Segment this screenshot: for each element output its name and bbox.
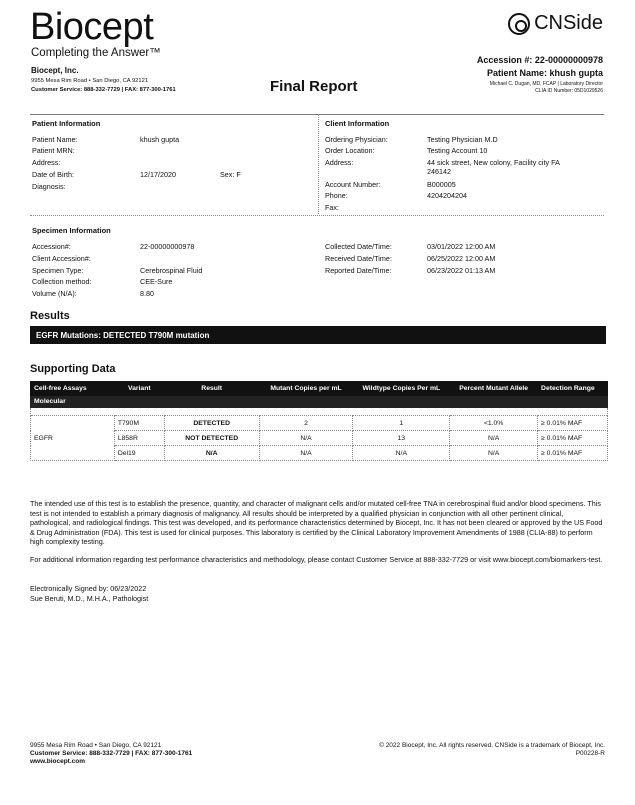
signature-line: Electronically Signed by: 06/23/2022 (30, 584, 147, 593)
divider (30, 215, 604, 216)
detection-range-cell: ≥ 0.01% MAF (538, 431, 608, 446)
percent-mutant-cell: N/A (450, 431, 538, 446)
footer-service: Customer Service: 888-332-7729 | FAX: 877-300-1761 (30, 750, 193, 757)
sex-value: Sex: F (220, 170, 241, 179)
table-row (31, 446, 608, 461)
clia-number: CLIA ID Number: 05D1029526 (535, 88, 603, 94)
company-address: 9955 Mesa Rim Road • San Diego, CA 92121 (31, 78, 149, 84)
variant-cell: Del19 (114, 446, 164, 461)
result-cell: N/A (164, 446, 259, 461)
result-cell: DETECTED (164, 416, 259, 431)
physician-value: Testing Physician M.D (427, 135, 498, 144)
dob-label: Date of Birth: (32, 170, 74, 179)
table-row (31, 431, 608, 446)
company-name: Biocept, Inc. (31, 66, 79, 75)
footer-website: www.biocept.com (30, 758, 86, 765)
phone-value: 4204204204 (427, 191, 467, 200)
table-row (31, 416, 608, 431)
dob-value: 12/17/2020 (140, 170, 176, 179)
column-divider (318, 114, 319, 214)
detection-range-cell: ≥ 0.01% MAF (538, 446, 608, 461)
physician-label: Ordering Physician: (325, 135, 388, 144)
spacer-row (31, 408, 608, 416)
cnside-logo-text: CNSide (534, 12, 603, 34)
wildtype-copies-cell: N/A (353, 446, 450, 461)
reported-value: 06/23/2022 01:13 AM (427, 266, 496, 275)
collected-value: 03/01/2022 12:00 AM (427, 242, 496, 251)
mutant-copies-cell: 2 (259, 416, 353, 431)
column-header: Result (164, 382, 259, 396)
percent-mutant-cell: N/A (450, 446, 538, 461)
molecular-group-row (31, 396, 608, 408)
percent-mutant-cell: <1.0% (450, 416, 538, 431)
intended-use-paragraph: The intended use of this test is to establish the presence, quantity, and character of malignant cells and/or mutated cell-free TNA in cerebrospinal fluid and/or blood specimens. This test is not intended to establish a primary diagnosis of malignancy. All results should be interpreted by a qualified physician in conjunction with all other pertinent clinical, pathological, and radiological findings. This test was developed, and its performance characteristics determined by Biocept, Inc. It has not been cleared or approved by the US Food & Drug Administration (FDA). This test is used for clinical purposes. This laboratory is certified by the Clinical Laboratory Improvement Amendments of 1988 (CLIA-88) to perform high complexity testing. (30, 499, 603, 546)
customer-service: Customer Service: 888-332-7729 | FAX: 877-300-1761 (31, 87, 176, 93)
specimen-type-value: Cerebrospinal Fluid (140, 266, 203, 275)
column-header: Variant (114, 382, 164, 396)
location-value: Testing Account 10 (427, 146, 488, 155)
cnside-logo (508, 12, 603, 35)
client-info-title: Client Information (325, 119, 390, 128)
received-value: 06/25/2022 12:00 AM (427, 254, 496, 263)
specimen-info-title: Specimen Information (32, 226, 111, 235)
footer-copyright: © 2022 Biocept, Inc. All rights reserved. CNSide is a trademark of Biocept, Inc. (379, 742, 605, 749)
collection-method-label: Collection method: (32, 277, 92, 286)
specimen-accession-label: Accession#: (32, 242, 71, 251)
result-cell: NOT DETECTED (164, 431, 259, 446)
gene-cell: EGFR (31, 416, 115, 461)
contact-paragraph: For additional information regarding test performance characteristics and methodology, please contact Customer Service at 888-332-7729 or visit www.biocept.com/biomarkers-test. (30, 555, 603, 564)
wildtype-copies-cell: 13 (353, 431, 450, 446)
wildtype-copies-cell: 1 (353, 416, 450, 431)
client-address-line1: 44 sick street, New colony, Facility city FA (427, 158, 560, 167)
accession-number: Accession #: 22-00000000978 (476, 55, 603, 65)
diagnosis-label: Diagnosis: (32, 182, 66, 191)
account-value: B000005 (427, 180, 456, 189)
account-label: Account Number: (325, 180, 381, 189)
reported-label: Reported Date/Time: (325, 266, 392, 275)
supporting-data-table (30, 381, 608, 461)
volume-label: Volume (N/A): (32, 289, 77, 298)
footer-address: 9955 Mesa Rim Road • San Diego, CA 92121 (30, 742, 162, 749)
client-address-line2: 246142 (427, 167, 451, 176)
column-header: Cell-free Assays (31, 382, 115, 396)
patient-name-value: khush gupta (140, 135, 180, 144)
client-address-label: Address: (325, 158, 354, 167)
column-header: Detection Range (538, 382, 608, 396)
header-patient-name: Patient Name: khush gupta (486, 68, 603, 78)
variant-cell: T790M (114, 416, 164, 431)
variant-cell: L858R (114, 431, 164, 446)
pathologist-line: Sue Beruti, M.D., M.H.A., Pathologist (30, 594, 149, 603)
received-label: Received Date/Time: (325, 254, 392, 263)
spacer-cell (31, 408, 608, 416)
fax-label: Fax: (325, 203, 339, 212)
specimen-accession-value: 22-00000000978 (140, 242, 195, 251)
tagline: Completing the Answer™ (31, 47, 161, 59)
detection-range-cell: ≥ 0.01% MAF (538, 416, 608, 431)
location-label: Order Location: (325, 146, 375, 155)
collected-label: Collected Date/Time: (325, 242, 392, 251)
brain-icon (508, 13, 530, 35)
phone-label: Phone: (325, 191, 348, 200)
patient-address-label: Address: (32, 158, 61, 167)
divider (30, 114, 604, 115)
lab-director: Michael C. Dugan, MD, FCAP | Laboratory Director (489, 81, 603, 87)
specimen-type-label: Specimen Type: (32, 266, 84, 275)
column-header: Mutant Copies per mL (259, 382, 353, 396)
mutant-copies-cell: N/A (259, 446, 353, 461)
collection-method-value: CEE-Sure (140, 277, 173, 286)
footer-form-id: P00228-R (575, 750, 605, 757)
patient-mrn-label: Patient MRN: (32, 146, 75, 155)
patient-info-title: Patient Information (32, 119, 101, 128)
biocept-logo: Biocept (30, 6, 154, 48)
column-header: Wildtype Copies Per mL (353, 382, 450, 396)
report-title: Final Report (270, 78, 358, 95)
client-accession-label: Client Accession#: (32, 254, 91, 263)
column-header: Percent Mutant Allele (450, 382, 538, 396)
volume-value: 8.80 (140, 289, 154, 298)
results-title: Results (30, 310, 70, 322)
group-label: Molecular (31, 396, 608, 408)
table-header-row (31, 382, 608, 396)
results-summary: EGFR Mutations: DETECTED T790M mutation (30, 326, 606, 344)
mutant-copies-cell: N/A (259, 431, 353, 446)
supporting-data-title: Supporting Data (30, 363, 116, 375)
patient-name-label: Patient Name: (32, 135, 78, 144)
